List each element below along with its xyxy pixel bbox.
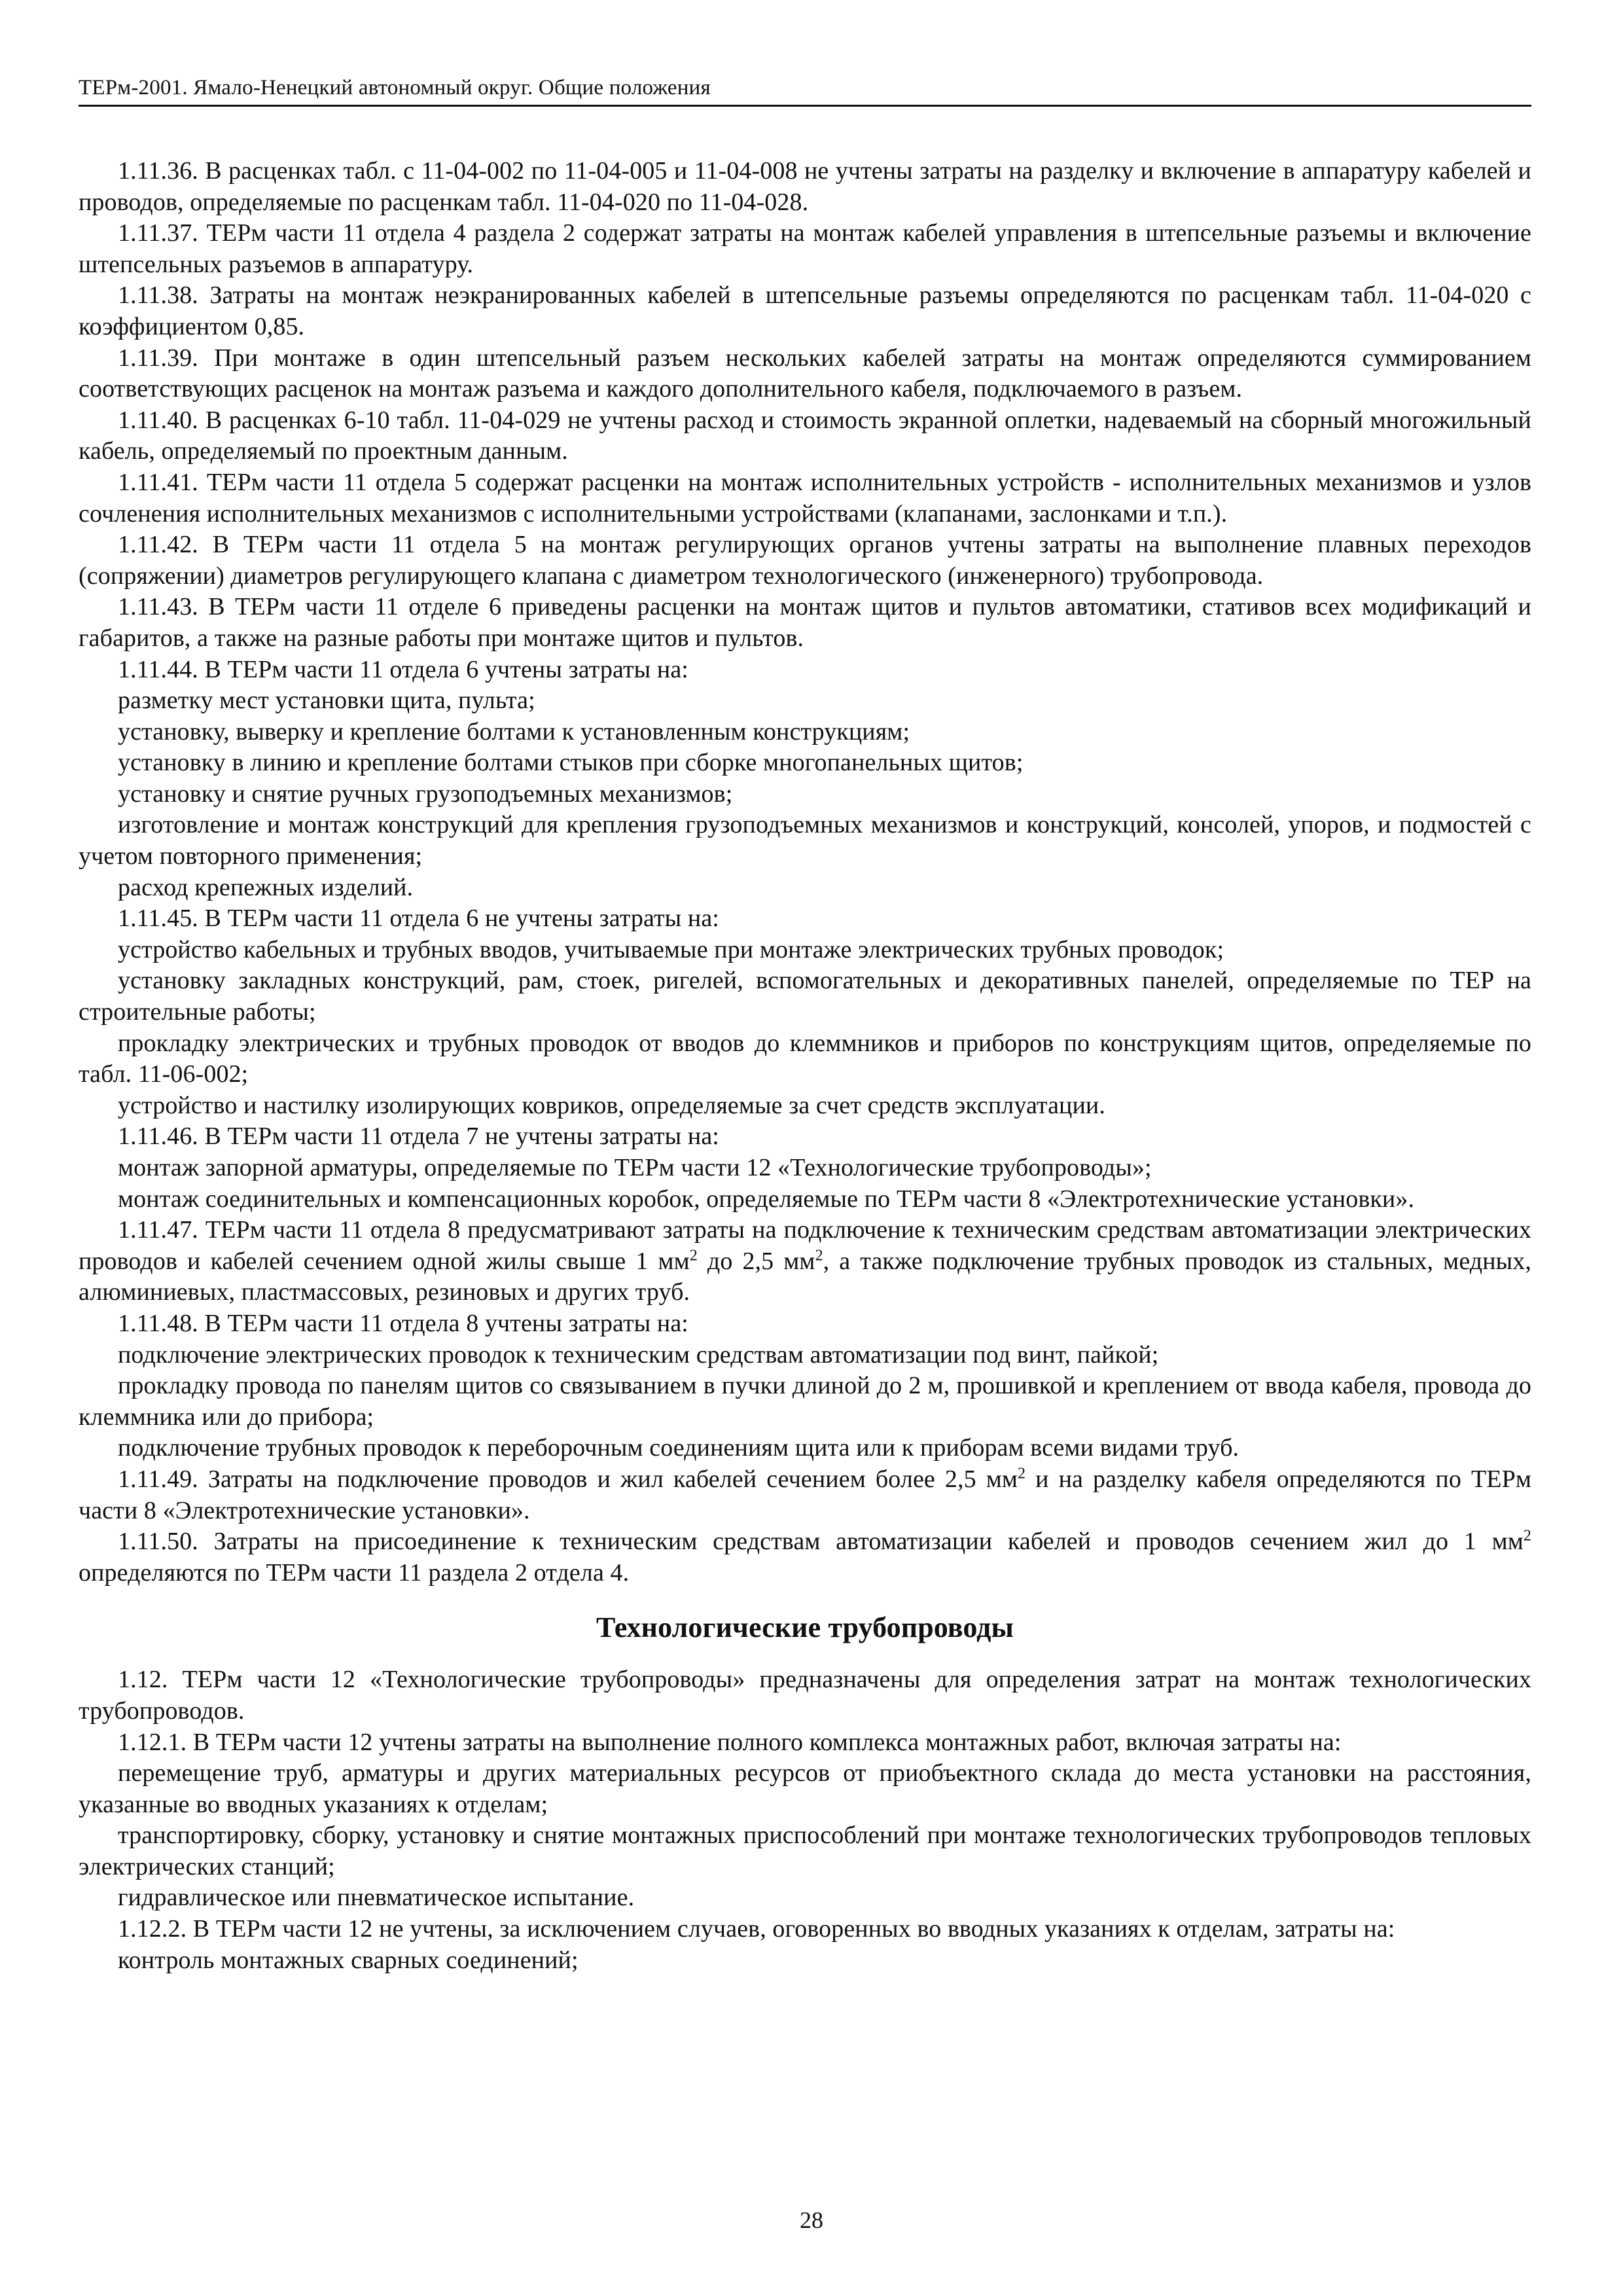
list-item: гидравлическое или пневматическое испытание.	[118, 1884, 635, 1912]
list-item: изготовление и монтаж конструкций для крепления грузоподъемных механизмов и конструкций, консолей, упоров, и подмостей с учетом повторного применения;	[79, 811, 1531, 870]
paragraph: 1.11.45. В ТЕРм части 11 отдела 6 не учтены затраты на:	[118, 905, 719, 933]
paragraph-text: 1.11.49. Затраты на подключение проводов и жил кабелей сечением более 2,5 мм	[118, 1465, 1018, 1493]
list-item: транспортировку, сборку, установку и снятие монтажных приспособлений при монтаже технологических трубопроводов тепловых электрических станций;	[79, 1821, 1531, 1880]
paragraph-1-11-49	[79, 1464, 1531, 1526]
list-item: монтаж соединительных и компенсационных коробок, определяемые по ТЕРм части 8 «Электротехнические установки».	[118, 1185, 1415, 1213]
list-item: устройство кабельных и трубных вводов, учитываемые при монтаже электрических трубных проводок;	[118, 935, 1224, 963]
list-item: подключение трубных проводок к переборочным соединениям щита или к приборам всеми видами труб.	[118, 1434, 1240, 1462]
list-item: установку и снятие ручных грузоподъемных механизмов;	[118, 780, 733, 808]
paragraph-text: , а также подключение трубных проводок из стальных, медных, алюминиевых, пластмассовых, резиновых и других труб.	[79, 1247, 1531, 1306]
paragraph: 1.11.37. ТЕРм части 11 отдела 4 раздела 2 содержат затраты на монтаж кабелей управления в штепсельные разъемы и включение штепсельных разъемов в аппаратуру.	[79, 219, 1531, 278]
paragraph: 1.11.39. При монтаже в один штепсельный разъем нескольких кабелей затраты на монтаж определяются суммированием соответствующих расценок на монтаж разъема и каждого дополнительного кабеля, подключаемого в разъем.	[79, 344, 1531, 403]
paragraph: 1.11.48. В ТЕРм части 11 отдела 8 учтены затраты на:	[118, 1309, 688, 1337]
superscript: 2	[815, 1247, 823, 1265]
paragraph: 1.12.2. В ТЕРм части 12 не учтены, за исключением случаев, оговоренных во вводных указаниях к отделам, затраты на:	[118, 1915, 1395, 1943]
list-item: прокладку провода по панелям щитов со связыванием в пучки длиной до 2 м, прошивкой и креплением от ввода кабеля, провода до клеммника или до прибора;	[79, 1372, 1531, 1431]
list-item: монтаж запорной арматуры, определяемые по ТЕРм части 12 «Технологические трубопроводы»;	[118, 1154, 1152, 1181]
superscript: 2	[689, 1247, 698, 1265]
paragraph: 1.12.1. В ТЕРм части 12 учтены затраты на выполнение полного комплекса монтажных работ, включая затраты на:	[118, 1728, 1342, 1756]
paragraph: 1.11.44. В ТЕРм части 11 отдела 6 учтены затраты на:	[118, 655, 688, 683]
paragraph-text: определяются по ТЕРм части 11 раздела 2 отдела 4.	[79, 1558, 630, 1587]
paragraph: 1.11.40. В расценках 6-10 табл. 11-04-029 не учтены расход и стоимость экранной оплетки, надеваемый на сборный многожильный кабель, определяемый по проектным данным.	[79, 406, 1531, 465]
running-header: ТЕРм-2001. Ямало-Ненецкий автономный округ. Общие положения	[79, 73, 1531, 107]
paragraph-1-11-47	[79, 1215, 1531, 1308]
paragraph-text: до 2,5 мм	[697, 1247, 815, 1275]
body-text	[79, 156, 1531, 1976]
paragraph-1-11-50	[79, 1526, 1531, 1588]
list-item: перемещение труб, арматуры и других материальных ресурсов от приобъектного склада до места установки на расстояния, указанные во вводных указаниях к отделам;	[79, 1759, 1531, 1818]
paragraph: 1.11.43. В ТЕРм части 11 отделе 6 приведены расценки на монтаж щитов и пультов автоматики, стативов всех модификаций и габаритов, а также на разные работы при монтаже щитов и пультов.	[79, 593, 1531, 652]
paragraph-text: 1.11.47. ТЕРм части 11 отдела 8 предусматривают затраты на подключение к техническим средствам автоматизации электрических проводов и кабелей сечением одной жилы свыше 1 мм	[79, 1216, 1531, 1275]
list-item: контроль монтажных сварных соединений;	[118, 1946, 579, 1974]
list-item: установку в линию и крепление болтами стыков при сборке многопанельных щитов;	[118, 749, 1024, 777]
paragraph: 1.11.38. Затраты на монтаж неэкранированных кабелей в штепсельные разъемы определяются по расценкам табл. 11-04-020 с коэффициентом 0,85.	[79, 281, 1531, 340]
paragraph: 1.12. ТЕРм части 12 «Технологические трубопроводы» предназначены для определения затрат на монтаж технологических трубопроводов.	[79, 1666, 1531, 1725]
list-item: прокладку электрических и трубных проводок от вводов до клеммников и приборов по конструкциям щитов, определяемые по табл. 11-06-002;	[79, 1029, 1531, 1088]
list-item: разметку мест установки щита, пульта;	[118, 687, 535, 715]
list-item: расход крепежных изделий.	[118, 873, 414, 901]
paragraph: 1.11.42. В ТЕРм части 11 отдела 5 на монтаж регулирующих органов учтены затраты на выполнение плавных переходов (сопряжении) диаметров регулирующего клапана с диаметром технологического (инженерного) трубопровода.	[79, 531, 1531, 590]
page-number: 28	[800, 2207, 823, 2233]
superscript: 2	[1523, 1527, 1531, 1545]
superscript: 2	[1018, 1465, 1026, 1482]
paragraph: 1.11.46. В ТЕРм части 11 отдела 7 не учтены затраты на:	[118, 1122, 719, 1151]
paragraph: 1.11.36. В расценках табл. с 11-04-002 по 11-04-005 и 11-04-008 не учтены затраты на разделку и включение в аппаратуру кабелей и проводов, определяемые по расценкам табл. 11-04-020 по 11-04-028.	[79, 157, 1531, 216]
list-item: установку закладных конструкций, рам, стоек, ригелей, вспомогательных и декоративных панелей, определяемые по ТЕР на строительные работы;	[79, 967, 1531, 1026]
paragraph: 1.11.41. ТЕРм части 11 отдела 5 содержат расценки на монтаж исполнительных устройств - исполнительных механизмов и узлов сочленения исполнительных механизмов с исполнительными устройствами (клапанами, заслонками и т.п.).	[79, 468, 1531, 528]
list-item: установку, выверку и крепление болтами к установленным конструкциям;	[118, 717, 910, 745]
paragraph-text: и на разделку кабеля определяются по ТЕРм части 8 «Электротехнические установки».	[79, 1465, 1531, 1524]
paragraph-text: 1.11.50. Затраты на присоединение к техническим средствам автоматизации кабелей и проводов сечением жил до 1 мм	[118, 1528, 1524, 1556]
list-item: подключение электрических проводок к техническим средствам автоматизации под винт, пайкой;	[118, 1340, 1159, 1369]
list-item: устройство и настилку изолирующих ковриков, определяемые за счет средств эксплуатации.	[118, 1091, 1105, 1119]
section-heading: Технологические трубопроводы	[596, 1611, 1014, 1644]
